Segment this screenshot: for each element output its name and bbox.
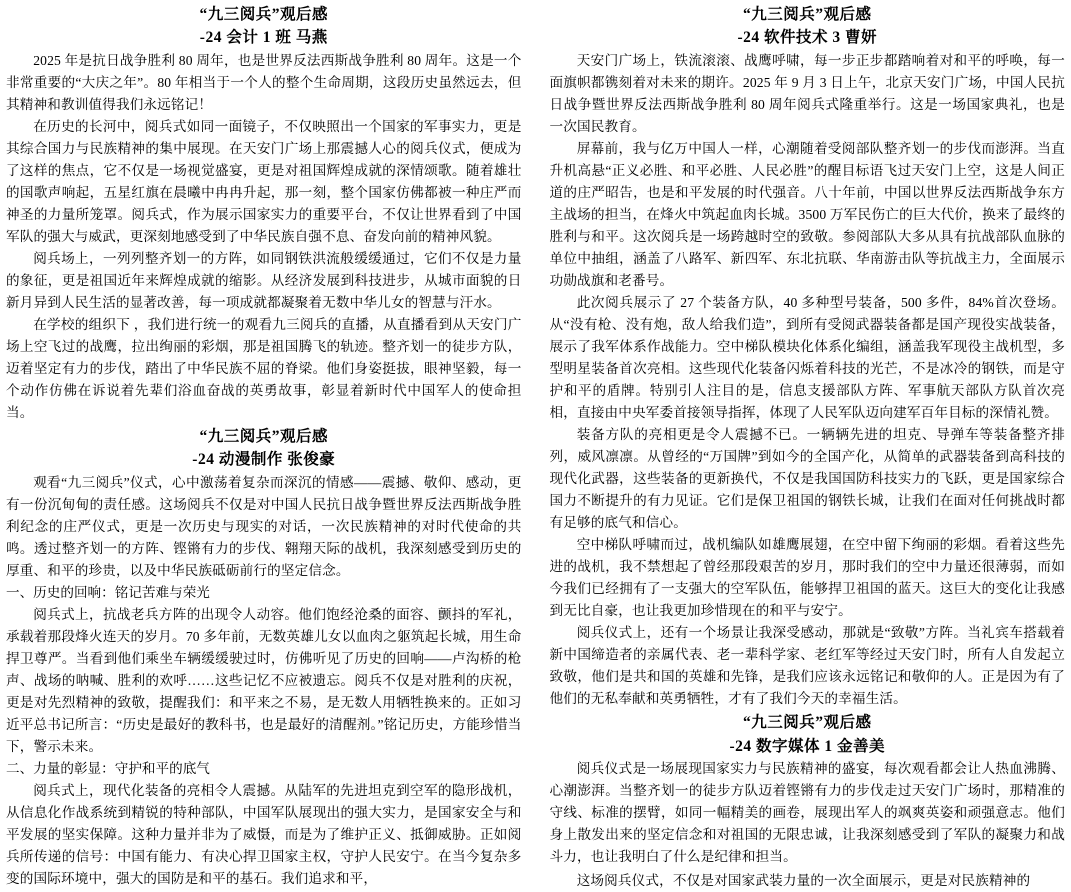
article-author: -24 会计 1 班 马燕 bbox=[199, 29, 328, 47]
article-ma-yan bbox=[6, 4, 522, 424]
right-column bbox=[536, 4, 1066, 888]
paragraph: 天安门广场上，铁流滚滚、战鹰呼啸，每一步正步都踏响着对和平的呼唤，每一面旗帜都镌刻着对未来的期许。2025 年 9 月 3 日上午，北京天安门广场，中国人民抗日战争暨世界反法西斯战争胜利 80 周年阅兵式隆重举行。这是一场国家典礼，也是一次国民教育。 bbox=[549, 52, 1065, 134]
paragraph: 屏幕前，我与亿万中国人一样，心潮随着受阅部队整齐划一的步伐而澎湃。当直升机高悬“正义必胜、和平必胜、人民必胜”的醒目标语飞过天安门上空，这是人间正道的庄严昭告，也是和平发展的时代强音。八十年前，中国以世界反法西斯战争东方主战场的担当，在烽火中筑起血肉长城。3500 万军民伤亡的巨大代价，换来了最终的胜利与和平。这次阅兵是一场跨越时空的致敬。参阅部队大多从具有抗战部队血脉的单位中抽组，涵盖了八路军、新四军、东北抗联、华南游击队等抗战主力，全面展示功勋战旗和老番号。 bbox=[549, 140, 1065, 288]
section-heading: 一、历史的回响：铭记苦难与荣光 bbox=[6, 584, 210, 600]
article-title: “九三阅兵”观后感 bbox=[199, 427, 328, 445]
article-zhang-junhao bbox=[6, 426, 522, 890]
paragraph: 阅兵仪式是一场展现国家实力与民族精神的盛宴，每次观看都会让人热血沸腾、心潮澎湃。当整齐划一的徒步方队迈着铿锵有力的步伐走过天安门广场时，那精准的守线、标准的摆臂，如同一幅精美的画卷，展现出军人的飒爽英姿和顽强意志。他们身上散发出来的坚定信念和对祖国的无限忠诚，让我深刻感受到了军队的凝聚力和战斗力，也让我明白了什么是纪律和担当。 bbox=[549, 760, 1065, 864]
article-author: -24 动漫制作 张俊豪 bbox=[192, 451, 336, 469]
paragraph: 阅兵仪式上，还有一个场景让我深受感动，那就是“致敬”方阵。当礼宾车搭载着新中国缔造者的亲属代表、老一辈科学家、老红军等经过天安门时，所有人自发起立致敬，他们是共和国的英雄和先锋，是我们应该永远铭记和敬仰的人。正是因为有了他们的无私奉献和英勇牺牲，才有了我们今天的幸福生活。 bbox=[549, 625, 1065, 707]
paragraph: 此次阅兵展示了 27 个装备方队，40 多种型号装备，500 多件，84%首次登场。从“没有枪、没有炮，敌人给我们造”，到所有受阅武器装备都是国产现役实战装备，展示了我军体系作战能力。空中梯队模块化体系化编组，涵盖我军现役主战机型，多型明星装备首次亮相。这些现代化装备闪烁着科技的光芒，不是冰冷的钢铁，而是守护和平的盾牌。特别引人注目的是，信息支援部队方阵、军事航天部队方队首次亮相，直接由中央军委首接领导指挥，体现了人民军队迈向建军百年目标的深情礼赞。 bbox=[549, 294, 1065, 420]
section-heading: 二、力量的彰显：守护和平的底气 bbox=[6, 760, 210, 776]
article-title: “九三阅兵”观后感 bbox=[742, 6, 872, 23]
paragraph: 2025 年是抗日战争胜利 80 周年，也是世界反法西斯战争胜利 80 周年。这是一个非常重要的“大庆之年”。80 年相当于一个人的整个生命周期，这段历史虽然远去，但其精神和教训值得我们永远铭记！ bbox=[6, 52, 522, 112]
paragraph: 阅兵式上，现代化装备的亮相令人震撼。从陆军的先进坦克到空军的隐形战机，从信息化作战系统到精锐的特种部队，中国军队展现出的强大实力，是国家安全与和平发展的坚实保障。这种力量并非为了威慑，而是为了维护正义、抵御威胁。正如阅兵所传递的信号：中国有能力、有决心捍卫国家主权，守护人民安宁。在当今复杂多变的国际环境中，强大的国防是和平的基石。我们追求和平， bbox=[6, 782, 522, 886]
article-title: “九三阅兵”观后感 bbox=[199, 6, 328, 23]
left-column bbox=[6, 4, 536, 886]
paragraph: 在学校的组织下 ，我们进行统一的观看九三阅兵的直播，从直播看到从天安门广场上空飞过的战鹰，拉出绚丽的彩烟，那是祖国腾飞的轨迹。整齐划一的徒步方队，迈着坚定有力的步伐，踏出了中华民族不屈的脊梁。他们身姿挺拔，眼神坚毅，每一个动作仿佛在诉说着先辈们浴血奋战的英勇故事，彰显着新时代中国军人的使命担当。 bbox=[6, 316, 522, 420]
paragraph: 阅兵场上，一列列整齐划一的方阵，如同钢铁洪流般缓缓通过，它们不仅是力量的象征，更是祖国近年来辉煌成就的缩影。从经济发展到科技进步，从城市面貌的日新月异到人民生活的显著改善，每一项成就都凝聚着无数中华儿女的智慧与汗水。 bbox=[6, 250, 522, 310]
article-jin-shanmei bbox=[550, 712, 1066, 868]
paragraph: 空中梯队呼啸而过，战机编队如雄鹰展翅，在空中留下绚丽的彩烟。看着这些先进的战机，我不禁想起了曾经那段艰苦的岁月，那时我们的空中力量还很薄弱，而如今我们已经拥有了一支强大的空军队伍，能够捍卫祖国的蓝天。这巨大的变化让我感到无比自豪，也让我更加珍惜现在的和平与安宁。 bbox=[549, 537, 1065, 619]
article-cao-yan bbox=[550, 4, 1066, 710]
paragraph: 装备方队的亮相更是令人震撼不已。一辆辆先进的坦克、导弹车等装备整齐排列，威风凛凛。从曾经的“万国牌”到如今的全国产化，从简单的武器装备到高科技的现代化武器，这些装备的更新换代，不仅是我国国防科技实力的飞跃，更是国家综合国力不断提升的有力见证。它们是保卫祖国的钢铁长城，让我们在面对任何挑战时都有足够的底气和信心。 bbox=[549, 426, 1065, 531]
article-title: “九三阅兵”观后感 bbox=[742, 714, 872, 732]
paragraph: 观看“九三阅兵”仪式，心中激荡着复杂而深沉的情感——震撼、敬仰、感动，更有一份沉甸甸的责任感。这场阅兵不仅是对中国人民抗日战争暨世界反法西斯战争胜利纪念的庄严仪式，更是一次历史与现实的对话，一次民族精神的对时代使命的共鸣。透过整齐划一的方阵、铿锵有力的步伐、翱翔天际的战机，我深刻感受到历史的厚重、和平的珍贵，以及中华民族砥砺前行的坚定信念。 bbox=[6, 474, 522, 578]
article-cao-yan-continued bbox=[550, 870, 1066, 892]
paragraph: 阅兵式上，抗战老兵方阵的出现令人动容。他们饱经沧桑的面容、颤抖的军礼，承载着那段烽火连天的岁月。70 多年前，无数英雄儿女以血肉之躯筑起长城，用生命捍卫尊严。当看到他们乘坐车辆缓缓驶过时，仿佛听见了历史的回响——卢沟桥的枪声、战场的呐喊、胜利的欢呼……这些记忆不应被遗忘。阅兵不仅是对胜利的庆祝，更是对先烈精神的致敬，提醒我们：和平来之不易，是无数人用牺牲换来的。正如习近平总书记所言：“历史是最好的教科书，也是最好的清醒剂。”铭记历史，方能珍惜当下，警示未来。 bbox=[6, 606, 522, 754]
paragraph: 在历史的长河中，阅兵式如同一面镜子，不仅映照出一个国家的军事实力，更是其综合国力与民族精神的集中展现。在天安门广场上那震撼人心的阅兵仪式，便成为了这样的焦点，它不仅是一场视觉盛宴，更是对祖国辉煌成就的深情颂歌。随着雄壮的国歌声响起，五星红旗在晨曦中冉冉升起，那一刻，整个国家仿佛都被一种庄严而神圣的力量所笼罩。阅兵式，作为展示国家实力的重要平台，不仅让世界看到了中国军队的强大与威武，更深刻地感受到了中华民族自强不息、奋发向前的精神风貌。 bbox=[6, 118, 522, 244]
article-author: -24 数字媒体 1 金善美 bbox=[729, 737, 886, 755]
paragraph: 这场阅兵仪式，不仅是对国家武装力量的一次全面展示，更是对民族精神的 bbox=[576, 872, 1031, 888]
article-author: -24 软件技术 3 曹妍 bbox=[737, 29, 878, 47]
